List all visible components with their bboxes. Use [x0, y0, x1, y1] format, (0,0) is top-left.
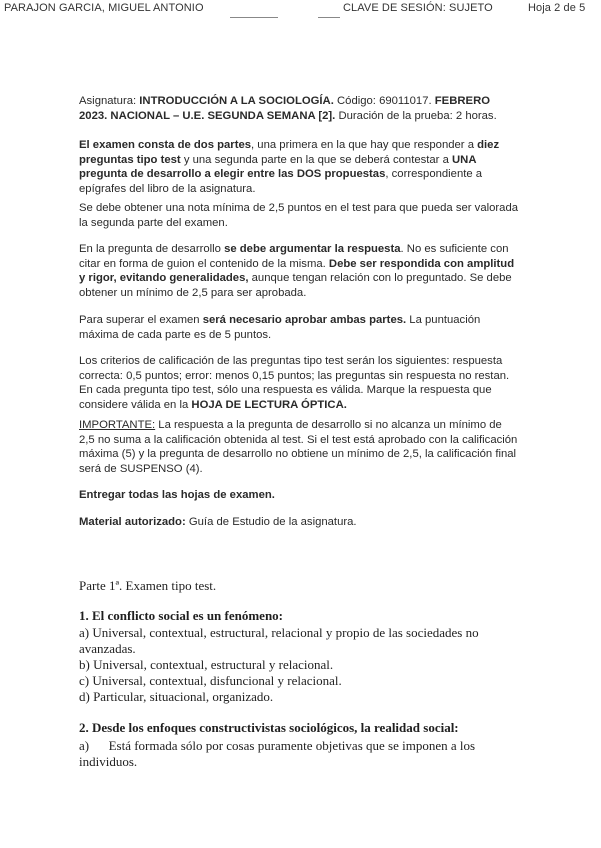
- important-note: IMPORTANTE: La respuesta a la pregunta de desarrollo si no alcanza un mínimo de 2,5 no suma a la calificación obtenida al test. Si el test está aprobado con la calificación máxima (5) y la pregunta de desarrollo no obtiene un mínimo de 2,5, la calificación final será de SUSPENSO (4).: [79, 419, 518, 475]
- pass-requirements: Para superar el examen será necesario aprobar ambas partes. La puntuación máxima de cada parte es de 5 puntos.: [79, 314, 481, 341]
- authorized-material: Material autorizado: Guía de Estudio de la asignatura.: [79, 516, 357, 528]
- question-1-option-b: b) Universal, contextual, estructural y relacional.: [79, 657, 334, 672]
- question-2-stem: 2. Desde los enfoques constructivistas sociológicos, la realidad social:: [79, 720, 459, 735]
- exam-structure: El examen consta de dos partes, una primera en la que hay que responder a diez preguntas tipo test y una segunda parte en la que se deberá contestar a UNA pregunta de desarrollo a elegir entre las DOS propuestas, correspondiente a epígrafes del libro de la asignatura.: [79, 139, 500, 195]
- submit-note: Entregar todas las hojas de examen.: [79, 489, 275, 501]
- subject-info: Asignatura: INTRODUCCIÓN A LA SOCIOLOGÍA. Código: 69011017. FEBRERO 2023. NACIONAL – U.E. SEGUNDA SEMANA [2]. Duración de la prueba: 2 horas.: [79, 95, 497, 122]
- question-2-option-a: a) Está formada sólo por cosas puramente objetivas que se imponen a los individuos.: [79, 738, 479, 769]
- session-key: CLAVE DE SESIÓN: SUJETO: [343, 2, 493, 14]
- header-underline: [318, 17, 340, 18]
- question-1-option-c: c) Universal, contextual, disfuncional y relacional.: [79, 673, 342, 688]
- student-name: PARAJON GARCIA, MIGUEL ANTONIO: [4, 2, 204, 14]
- header-underline: [230, 17, 278, 18]
- grading-criteria: Los criterios de calificación de las preguntas tipo test serán los siguientes: respuesta correcta: 0,5 puntos; error: menos 0,15 puntos; las preguntas sin respuesta no restan. En cada pregunta tipo test, sólo una respuesta es válida. Marque la respuesta que considere válida en la HOJA DE LECTURA ÓPTICA.: [79, 355, 510, 411]
- question-1-option-a: a) Universal, contextual, estructural, relacional y propio de las sociedades no avanzadas.: [79, 625, 479, 656]
- page-number: Hoja 2 de 5: [528, 2, 586, 14]
- essay-instructions: En la pregunta de desarrollo se debe argumentar la respuesta. No es suficiente con citar en forma de guion el contenido de la misma. Debe ser respondida con amplitud y rigor, evitando generalidades, aunque tengan relación con lo preguntado. Se debe obtener un mínimo de 2,5 para ser aprobada.: [79, 243, 515, 299]
- minimum-grade-note: Se debe obtener una nota mínima de 2,5 puntos en el test para que pueda ser valorada la segunda parte del examen.: [79, 202, 519, 229]
- part-title: Parte 1ª. Examen tipo test.: [79, 578, 217, 593]
- question-1-stem: 1. El conflicto social es un fenómeno:: [79, 608, 284, 623]
- question-1-option-d: d) Particular, situacional, organizado.: [79, 689, 274, 704]
